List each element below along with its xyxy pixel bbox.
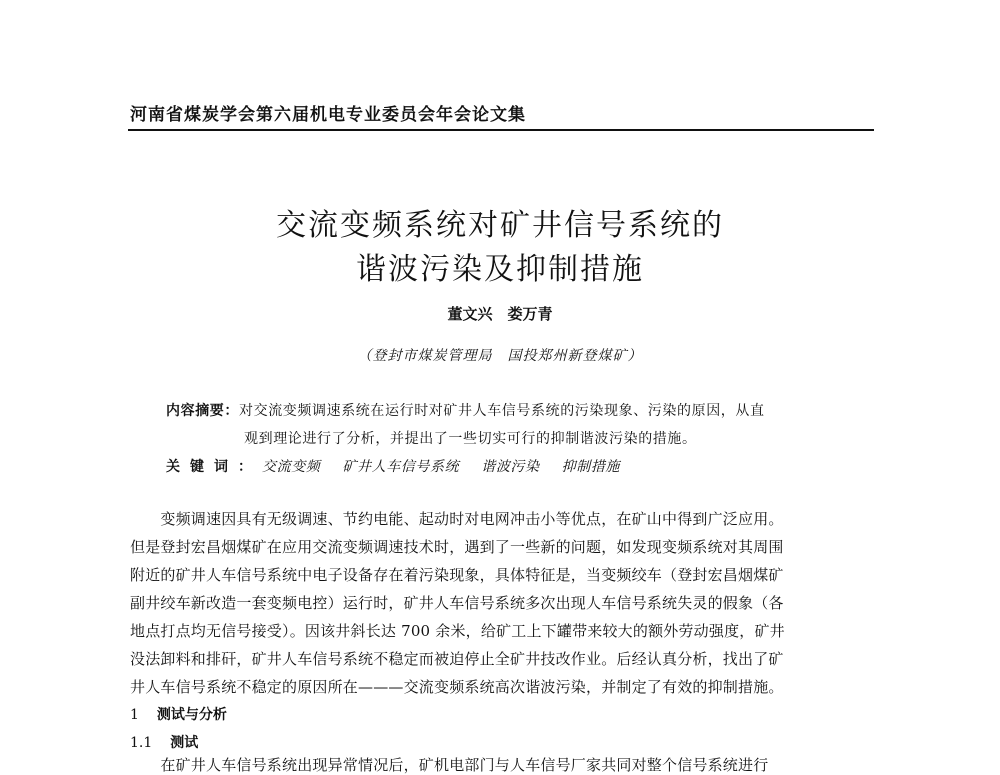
section-number: 1 [130, 707, 139, 723]
keyword: 交流变频 [262, 459, 321, 475]
section-heading-1 [130, 704, 227, 724]
abstract-label: 内容摘要： [166, 403, 239, 419]
body-line: 地点打点均无信号接受）。因该井斜长达 700 余米，给矿工上下罐带来较大的额外劳动强度，矿井 [130, 622, 785, 640]
abstract-text-1: 对交流变频调速系统在运行时对矿井人车信号系统的污染现象、污染的原因，从直 [239, 403, 765, 419]
abstract-line-1 [166, 400, 765, 420]
body-line: 没法卸料和排矸，矿井人车信号系统不稳定而被迫停止全矿井技改作业。后经认真分析，找出了矿 [130, 650, 784, 668]
section-title: 测试 [170, 735, 199, 751]
authors: 董文兴 娄万青 [447, 305, 553, 323]
abstract-line-2: 观到理论进行了分析，并提出了一些切实可行的抑制谐波污染的措施。 [244, 431, 697, 447]
body-line: 附近的矿井人车信号系统中电子设备存在着污染现象，具体特征是，当变频绞车（登封宏昌烟煤矿 [130, 566, 784, 584]
body-line: 变频调速因具有无级调速、节约电能、起动时对电网冲击小等优点，在矿山中得到广泛应用。 [130, 510, 784, 528]
body-line: 井人车信号系统不稳定的原因所在———交流变频系统高次谐波污染，并制定了有效的抑制措施。 [130, 678, 784, 696]
journal-header: 河南省煤炭学会第六届机电专业委员会年会论文集 [130, 105, 526, 125]
keyword: 谐波污染 [481, 459, 540, 475]
section-heading-1-1 [130, 732, 198, 752]
body-line-cutoff: 在矿井人车信号系统出现异常情况后，矿机电部门与人车信号厂家共同对整个信号系统进行 [130, 756, 769, 774]
body-line: 副井绞车新改造一套变频电控）运行时，矿井人车信号系统多次出现人车信号系统失灵的假象（各 [130, 594, 784, 612]
paper-title-line-1: 交流变频系统对矿井信号系统的 [276, 208, 724, 243]
header-rule [128, 129, 874, 131]
section-title: 测试与分析 [156, 707, 227, 723]
keywords-line [166, 456, 642, 476]
paper-title-line-2: 谐波污染及抑制措施 [356, 252, 644, 287]
keyword: 抑制措施 [561, 459, 621, 475]
body-line: 但是登封宏昌烟煤矿在应用交流变频调速技术时，遇到了一些新的问题，如发现变频系统对其周围 [130, 538, 784, 556]
affiliation: （登封市煤炭管理局 国投郑州新登煤矿） [357, 348, 643, 364]
section-number: 1.1 [130, 735, 153, 751]
keyword: 矿井人车信号系统 [342, 459, 460, 475]
keywords-label: 关键词： [166, 459, 262, 475]
